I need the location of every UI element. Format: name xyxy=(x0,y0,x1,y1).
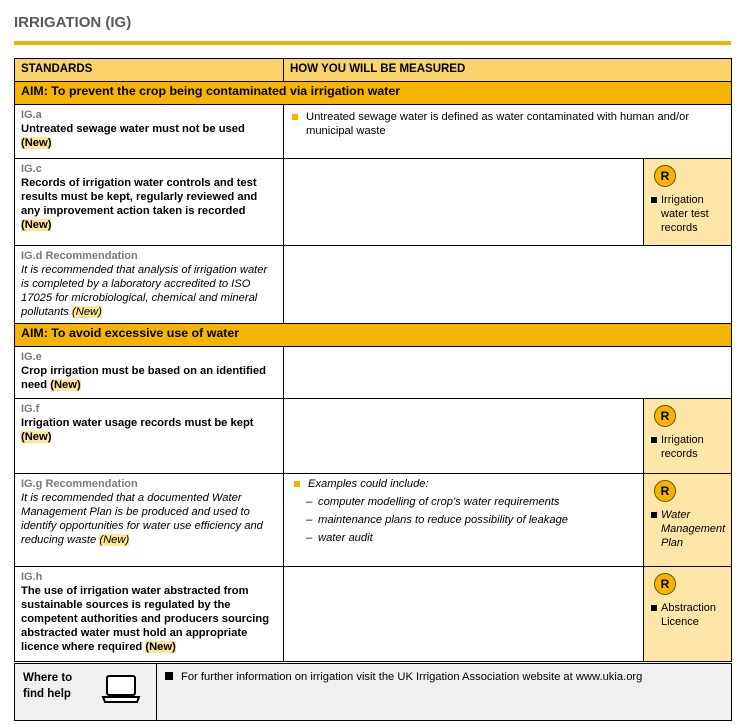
page-title: IRRIGATION (IG) xyxy=(14,14,132,31)
aim-row xyxy=(15,82,732,105)
igf-evidence: Irrigation records xyxy=(661,434,704,460)
igg-item: maintenance plans to reduce possibility of leakage xyxy=(318,514,569,526)
ige-text: Crop irrigation must be based on an identified need xyxy=(21,365,266,391)
col-standards: STANDARDS xyxy=(15,59,284,82)
bullet-icon xyxy=(651,605,657,611)
new-tag: (New) xyxy=(145,641,176,653)
title-rule xyxy=(14,41,731,45)
evidence-box xyxy=(643,567,731,661)
igd-code: IG.d Recommendation xyxy=(21,250,138,262)
help-row xyxy=(15,664,732,721)
evidence-box xyxy=(643,159,731,245)
aim-2: AIM: To avoid excessive use of water xyxy=(15,324,732,347)
row-igc xyxy=(15,159,732,246)
record-badge: R xyxy=(654,405,676,427)
igc-text: Records of irrigation water controls and test results must be kept, regularly reviewed and any improvement action taken is recorded xyxy=(21,177,258,217)
bullet-icon xyxy=(165,672,173,680)
laptop-icon xyxy=(101,674,141,708)
igg-intro: Examples could include: xyxy=(308,478,429,490)
help-table xyxy=(14,663,732,721)
igg-text: It is recommended that a documented Water Management Plan is be produced and used to identify opportunities for water use efficiency and reducing waste xyxy=(21,492,263,546)
iga-code: IG.a xyxy=(21,109,42,121)
bullet-icon xyxy=(292,114,298,120)
record-badge: R xyxy=(654,573,676,595)
new-tag: (New) xyxy=(99,534,130,546)
help-label: Where to find help xyxy=(23,672,73,700)
new-tag: (New) xyxy=(50,379,81,391)
igh-text: The use of irrigation water abstracted from sustainable sources is regulated by the competent authorities and producers sourcing abstracted water must hold an appropriate licence where required xyxy=(21,585,270,653)
igf-text: Irrigation water usage records must be kept xyxy=(21,417,254,429)
row-igg: IG.g Recommendation It is recommended that a documented Water Management Plan is be produced and used to identify opportunities for water use efficiency and reducing waste (New) Examples could include: – computer modelling of crop's water requirements – maintenance plans to reduce possibility of leakage – water audit R Water Management Plan xyxy=(15,474,732,567)
igg-evidence: Water Management Plan xyxy=(661,509,726,549)
evidence-box xyxy=(643,474,731,566)
iga-text: Untreated sewage water must not be used xyxy=(21,123,245,135)
ige-code: IG.e xyxy=(21,351,42,363)
igd-text: It is recommended that analysis of irrigation water is completed by a laboratory accredited to ISO 17025 for microbiological, chemical and mineral pollutants xyxy=(21,264,268,318)
new-tag: (New) xyxy=(72,306,102,318)
row-igf xyxy=(15,399,732,474)
new-tag: (New) xyxy=(21,431,52,443)
igc-code: IG.c xyxy=(21,163,42,175)
row-ige xyxy=(15,347,732,399)
col-measured: HOW YOU WILL BE MEASURED xyxy=(284,59,732,82)
record-badge: R xyxy=(654,480,676,502)
table-header xyxy=(15,59,732,82)
bullet-icon xyxy=(651,197,657,203)
igh-evidence: Abstraction Licence xyxy=(661,602,717,628)
aim-row xyxy=(15,324,732,347)
row-igh xyxy=(15,567,732,662)
row-igd xyxy=(15,246,732,324)
standards-table xyxy=(14,58,732,662)
igg-item: water audit xyxy=(318,532,373,544)
igg-item: computer modelling of crop's water requirements xyxy=(318,496,560,508)
bullet-icon xyxy=(651,512,657,518)
igf-code: IG.f xyxy=(21,403,40,415)
new-tag: (New) xyxy=(21,137,52,149)
record-badge: R xyxy=(654,165,676,187)
igh-code: IG.h xyxy=(21,571,43,583)
igc-evidence: Irrigation water test records xyxy=(661,194,709,234)
aim-1: AIM: To prevent the crop being contaminated via irrigation water xyxy=(15,82,732,105)
new-tag: (New) xyxy=(21,219,52,231)
evidence-box xyxy=(643,399,731,473)
bullet-icon xyxy=(651,437,657,443)
iga-measure: Untreated sewage water is defined as water contaminated with human and/or municipal waste xyxy=(306,111,690,137)
igg-code: IG.g Recommendation xyxy=(21,478,138,490)
help-text: For further information on irrigation visit the UK Irrigation Association website at www.ukia.org xyxy=(181,671,643,683)
row-iga xyxy=(15,105,732,159)
bullet-icon xyxy=(294,481,300,487)
